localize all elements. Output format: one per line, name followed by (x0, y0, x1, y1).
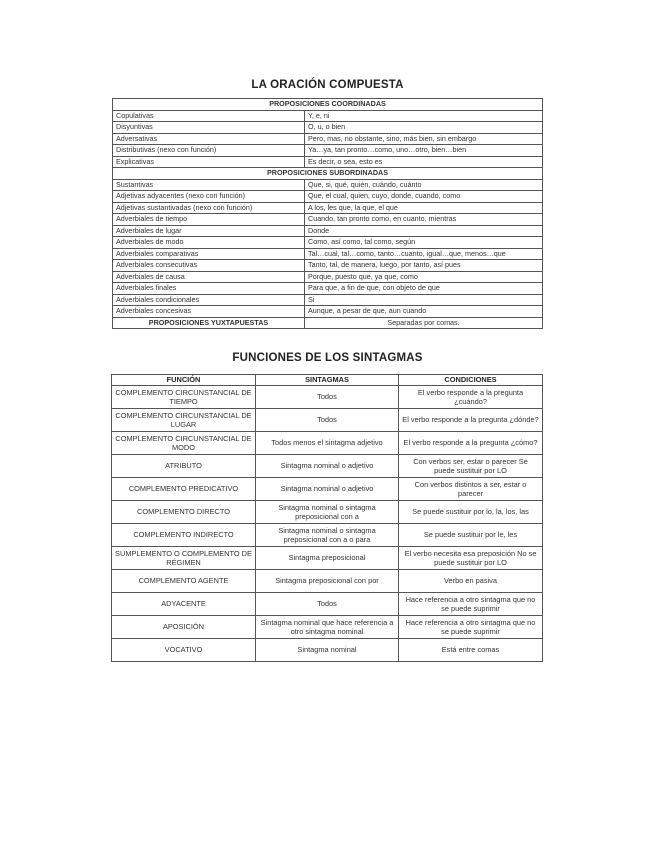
proposicion-tipo: Adverbiales de modo (113, 237, 305, 249)
proposicion-nexos: Y, e, ni (305, 110, 543, 122)
coordinadas-header-row (113, 99, 543, 111)
condiciones-cell: Se puede sustituir por lo, la, los, las (399, 501, 543, 524)
proposicion-tipo: Adverbiales de tiempo (113, 214, 305, 226)
coordinadas-header: PROPOSICIONES COORDINADAS (113, 99, 543, 111)
proposicion-nexos: Si (305, 294, 543, 306)
funcion-cell: APOSICIÓN (112, 616, 256, 639)
proposicion-tipo: Adverbiales comparativas (113, 248, 305, 260)
header-condiciones: CONDICIONES (399, 375, 543, 386)
proposicion-nexos: Para que, a fin de que, con objeto de que (305, 283, 543, 295)
proposicion-nexos: Como, así como, tal como, según (305, 237, 543, 249)
funcion-row (112, 570, 543, 593)
sintagmas-cell: Sintagma preposicional (256, 547, 399, 570)
proposicion-tipo: Adverbiales de lugar (113, 225, 305, 237)
sintagmas-cell: Todos (256, 386, 399, 409)
proposicion-nexos: Porque, puesto que, ya que, como (305, 271, 543, 283)
condiciones-cell: El verbo responde a la pregunta ¿cómo? (399, 432, 543, 455)
proposicion-nexos: Tal…cual, tal…como, tanto…cuanto, igual…que, menos…que (305, 248, 543, 260)
subordinada-row (113, 191, 543, 203)
proposicion-tipo: Explicativas (113, 156, 305, 168)
funcion-row (112, 501, 543, 524)
subordinada-row (113, 306, 543, 318)
funcion-cell: ADYACENTE (112, 593, 256, 616)
condiciones-cell: Con verbos ser, estar o parecer Se puede sustituir por LO (399, 455, 543, 478)
coordinada-row (113, 145, 543, 157)
sintagmas-cell: Sintagma nominal o sintagma preposicional con a (256, 501, 399, 524)
sintagmas-cell: Sintagma nominal o adjetivo (256, 455, 399, 478)
subordinadas-header-row (113, 168, 543, 180)
funcion-cell: COMPLEMENTO INDIRECTO (112, 524, 256, 547)
proposicion-nexos: Aunque, a pesar de que, aun cuando (305, 306, 543, 318)
proposicion-tipo: Adversativas (113, 133, 305, 145)
condiciones-cell: El verbo necesita esa preposición No se puede sustituir por LO (399, 547, 543, 570)
subordinadas-header: PROPOSICIONES SUBORDINADAS (113, 168, 543, 180)
proposicion-nexos: Tanto, tal, de manera, luego, por tanto, así pues (305, 260, 543, 272)
condiciones-cell: Con verbos distintos a ser, estar o parecer (399, 478, 543, 501)
header-funcion: FUNCIÓN (112, 375, 256, 386)
funcion-row (112, 409, 543, 432)
funcion-cell: ATRIBUTO (112, 455, 256, 478)
condiciones-cell: El verbo responde a la pregunta ¿dónde? (399, 409, 543, 432)
funciones-header-row (112, 375, 543, 386)
proposicion-tipo: Distributivas (nexo con función) (113, 145, 305, 157)
coordinada-row (113, 133, 543, 145)
yuxtapuestas-nexos: Separadas por comas. (305, 317, 543, 329)
condiciones-cell: El verbo responde a la pregunta ¿cuándo? (399, 386, 543, 409)
funcion-cell: SUMPLEMENTO O COMPLEMENTO DE RÉGIMEN (112, 547, 256, 570)
proposicion-nexos: Pero, mas, no obstante, sino, más bien, sin embargo (305, 133, 543, 145)
yuxtapuestas-label: PROPOSICIONES YUXTAPUESTAS (113, 317, 305, 329)
funcion-row (112, 478, 543, 501)
subordinada-row (113, 225, 543, 237)
proposicion-nexos: Que, el cual, quien, cuyo, donde, cuando, como (305, 191, 543, 203)
subordinada-row (113, 271, 543, 283)
proposicion-tipo: Sustantivas (113, 179, 305, 191)
sintagmas-cell: Todos menos el sintagma adjetivo (256, 432, 399, 455)
funcion-row (112, 524, 543, 547)
funcion-row (112, 547, 543, 570)
subordinada-row (113, 294, 543, 306)
coordinada-row (113, 122, 543, 134)
condiciones-cell: Hace referencia a otro sintagma que no se puede suprimir (399, 616, 543, 639)
subordinada-row (113, 237, 543, 249)
funcion-cell: COMPLEMENTO DIRECTO (112, 501, 256, 524)
sintagmas-cell: Sintagma preposicional con por (256, 570, 399, 593)
coordinada-row (113, 110, 543, 122)
subordinada-row (113, 248, 543, 260)
proposicion-nexos: Es decir, o sea, esto es (305, 156, 543, 168)
sintagmas-cell: Sintagma nominal (256, 639, 399, 662)
oracion-compuesta-table (112, 98, 543, 329)
proposicion-tipo: Adverbiales condicionales (113, 294, 305, 306)
funcion-cell: COMPLEMENTO PREDICATIVO (112, 478, 256, 501)
sintagmas-cell: Sintagma nominal que hace referencia a otro sintagma nominal (256, 616, 399, 639)
proposicion-nexos: Ya…ya, tan pronto…como, uno…otro, bien…bien (305, 145, 543, 157)
funciones-sintagmas-table (111, 374, 543, 662)
yuxtapuestas-row (113, 317, 543, 329)
sintagmas-cell: Sintagma nominal o adjetivo (256, 478, 399, 501)
proposicion-tipo: Adverbiales concesivas (113, 306, 305, 318)
funcion-cell: COMPLEMENTO CIRCUNSTANCIAL DE MODO (112, 432, 256, 455)
proposicion-tipo: Adverbiales de causa (113, 271, 305, 283)
sintagmas-cell: Sintagma nominal o sintagma preposicional con a o para (256, 524, 399, 547)
proposicion-tipo: Adjetivas sustantivadas (nexo con función) (113, 202, 305, 214)
proposicion-nexos: Que, si, qué, quién, cuándo, cuánto (305, 179, 543, 191)
funcion-row (112, 386, 543, 409)
proposicion-tipo: Adverbiales finales (113, 283, 305, 295)
oracion-compuesta-title: LA ORACIÓN COMPUESTA (251, 79, 404, 91)
proposicion-nexos: O, u, o bien (305, 122, 543, 134)
funcion-cell: VOCATIVO (112, 639, 256, 662)
funcion-cell: COMPLEMENTO AGENTE (112, 570, 256, 593)
condiciones-cell: Verbo en pasiva (399, 570, 543, 593)
subordinada-row (113, 202, 543, 214)
header-sintagmas: SINTAGMAS (256, 375, 399, 386)
funcion-cell: COMPLEMENTO CIRCUNSTANCIAL DE TIEMPO (112, 386, 256, 409)
coordinada-row (113, 156, 543, 168)
proposicion-nexos: A los, les que, la que, el que (305, 202, 543, 214)
sintagmas-cell: Todos (256, 409, 399, 432)
subordinada-row (113, 214, 543, 226)
funciones-sintagmas-title: FUNCIONES DE LOS SINTAGMAS (232, 352, 423, 364)
proposicion-tipo: Adverbiales consecutivas (113, 260, 305, 272)
condiciones-cell: Está entre comas (399, 639, 543, 662)
funcion-row (112, 432, 543, 455)
condiciones-cell: Se puede sustituir por le, les (399, 524, 543, 547)
subordinada-row (113, 260, 543, 272)
sintagmas-cell: Todos (256, 593, 399, 616)
proposicion-tipo: Adjetivas adyacentes (nexo con función) (113, 191, 305, 203)
funcion-row (112, 455, 543, 478)
subordinada-row (113, 283, 543, 295)
proposicion-tipo: Copulativas (113, 110, 305, 122)
condiciones-cell: Hace referencia a otro sintagma que no se puede suprimir (399, 593, 543, 616)
funcion-row (112, 639, 543, 662)
funcion-row (112, 593, 543, 616)
funcion-cell: COMPLEMENTO CIRCUNSTANCIAL DE LUGAR (112, 409, 256, 432)
proposicion-nexos: Cuando, tan pronto como, en cuanto, mientras (305, 214, 543, 226)
funcion-row (112, 616, 543, 639)
subordinada-row (113, 179, 543, 191)
proposicion-tipo: Disyuntivas (113, 122, 305, 134)
proposicion-nexos: Donde (305, 225, 543, 237)
